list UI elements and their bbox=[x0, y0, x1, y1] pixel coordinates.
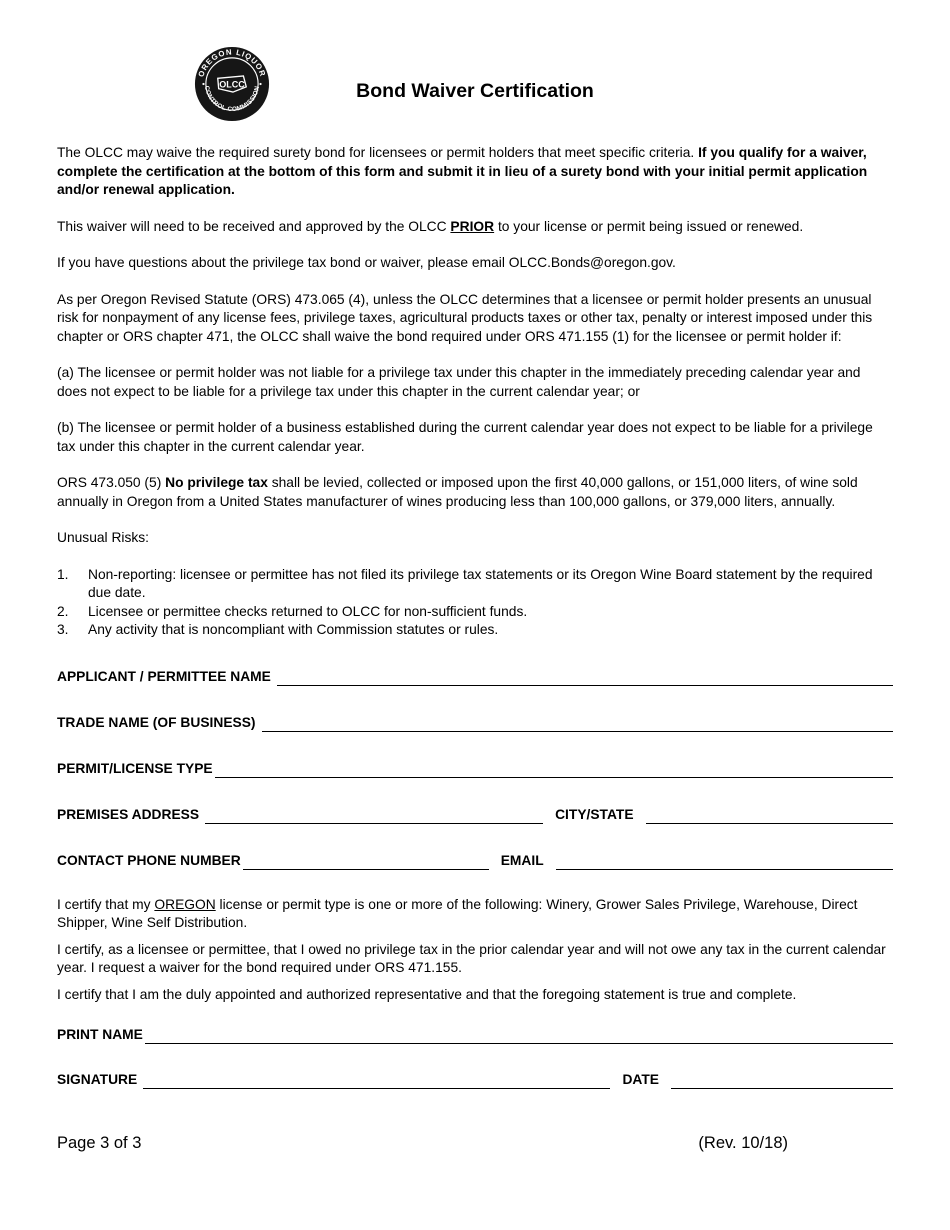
waiver-intro-text: The OLCC may waive the required surety bond for licensees or permit holders that meet specific criteria. bbox=[57, 145, 699, 160]
list-item-number: 3. bbox=[57, 622, 69, 637]
document-header bbox=[57, 46, 893, 126]
document-body bbox=[57, 144, 893, 640]
prior-keyword: PRIOR bbox=[450, 218, 495, 234]
permit-type-label: PERMIT/LICENSE TYPE bbox=[57, 760, 213, 776]
field-signature bbox=[57, 1070, 893, 1089]
field-trade-name bbox=[57, 713, 893, 732]
field-contact-phone bbox=[57, 851, 893, 870]
permit-type-input-line[interactable] bbox=[215, 761, 893, 778]
waiver-intro-bold-text: If you qualify for a waiver, complete the certification at the bottom of this form and submit it in lieu of a surety bond with your initial permit application and/or renewal application. bbox=[57, 145, 868, 197]
paragraph-no-privilege-tax bbox=[57, 474, 893, 511]
trade-name-label: TRADE NAME (OF BUSINESS) bbox=[57, 714, 256, 730]
no-privilege-tax-text-2: shall be levied, collected or imposed upon the first 40,000 gallons, or 151,000 liters, of wine sold annually in Oregon from a United States manufacturer of wines producing less than 100,000 gallons, or 379,000 liters, annually. bbox=[57, 475, 858, 509]
email-label: EMAIL bbox=[500, 852, 544, 868]
paragraph-statute-473: As per Oregon Revised Statute (ORS) 473.065 (4), unless the OLCC determines that a licensee or permit holder presents an unusual risk for nonpayment of any license fees, privilege taxes, agricultural products taxes or other tax, penalty or interest imposed under this chapter or ORS chapter 471, the OLCC shall waive the bond required under ORS 471.155 (1) for the licensee or permit holder if: bbox=[57, 291, 873, 344]
certification-statement-authorized: I certify that I am the duly appointed and authorized representative and that the foregoing statement is true and complete. bbox=[57, 986, 797, 1002]
page-footer bbox=[57, 1133, 893, 1153]
prior-approval-text-2: to your license or permit being issued or renewed. bbox=[494, 218, 804, 234]
applicant-name-input-line[interactable] bbox=[277, 669, 893, 686]
list-item bbox=[57, 621, 893, 640]
premises-address-input-line[interactable] bbox=[205, 807, 543, 824]
signature-section bbox=[57, 1025, 893, 1089]
list-item-number: 1. bbox=[57, 566, 69, 582]
field-print-name bbox=[57, 1025, 893, 1044]
unusual-risks-list bbox=[57, 566, 893, 640]
list-item-text: Any activity that is noncompliant with Commission statutes or rules. bbox=[88, 622, 499, 637]
no-privilege-tax-bold: No privilege tax bbox=[165, 475, 268, 490]
paragraph-questions-email: If you have questions about the privilege tax bond or waiver, please email OLCC.Bonds@oregon.gov. bbox=[57, 255, 676, 270]
signature-label: SIGNATURE bbox=[57, 1072, 138, 1087]
signature-input-line[interactable] bbox=[143, 1072, 610, 1089]
list-item-text: Non-reporting: licensee or permittee has not filed its privilege tax statements or its Oregon Wine Board statement by the required due date. bbox=[88, 566, 873, 600]
field-permit-type bbox=[57, 759, 893, 778]
print-name-label: PRINT NAME bbox=[57, 1027, 143, 1042]
list-item-text: Licensee or permittee checks returned to OLCC for non-sufficient funds. bbox=[88, 603, 528, 619]
field-applicant-name bbox=[57, 667, 893, 686]
certification-section bbox=[57, 896, 893, 1005]
page-title: Bond Waiver Certification bbox=[356, 80, 594, 102]
contact-phone-label: CONTACT PHONE NUMBER bbox=[57, 852, 241, 868]
list-item bbox=[57, 603, 893, 622]
no-privilege-tax-text-1: ORS 473.050 (5) bbox=[57, 475, 166, 490]
list-item-number: 2. bbox=[57, 603, 69, 619]
city-state-label: CITY/STATE bbox=[555, 806, 634, 822]
page-number: Page 3 of 3 bbox=[57, 1134, 142, 1152]
field-premises-address bbox=[57, 805, 893, 824]
email-input-line[interactable] bbox=[556, 853, 893, 870]
revision-label: (Rev. 10/18) bbox=[698, 1134, 788, 1152]
seal-bottom-text: CONTROL COMMISSION bbox=[202, 85, 262, 114]
list-item bbox=[57, 566, 893, 603]
seal-center-text: OLCC bbox=[219, 79, 245, 90]
applicant-form bbox=[57, 667, 893, 870]
contact-phone-input-line[interactable] bbox=[243, 853, 489, 870]
certification-statement-no-tax: I certify, as a licensee or permittee, that I owed no privilege tax in the prior calendar year and will not owe any tax in the current calendar year. I request a waiver for the bond required under ORS 471.155. bbox=[57, 941, 886, 975]
paragraph-condition-b: (b) The licensee or permit holder of a business established during the current calendar year does not expect to be liable for a privilege tax under this chapter in the current calendar year. bbox=[57, 420, 873, 454]
cert-license-text-1: I certify that my bbox=[57, 896, 155, 912]
certification-statement-license-type bbox=[57, 896, 893, 933]
premises-address-label: PREMISES ADDRESS bbox=[57, 806, 200, 822]
cert-license-text-2: license or permit type is one or more of the following: Winery, Grower Sales Privilege, Warehouse, Direct Shipper, Wine Self Distribution. bbox=[57, 896, 858, 930]
paragraph-waiver-intro bbox=[57, 144, 893, 200]
paragraph-prior-approval bbox=[57, 218, 893, 237]
print-name-input-line[interactable] bbox=[145, 1027, 893, 1044]
prior-approval-text-1: This waiver will need to be received and approved by the OLCC bbox=[57, 218, 451, 234]
unusual-risks-heading: Unusual Risks: bbox=[57, 530, 150, 545]
seal-top-text: OREGON LIQUOR bbox=[196, 47, 268, 79]
oregon-keyword: OREGON bbox=[154, 896, 216, 912]
trade-name-input-line[interactable] bbox=[262, 715, 893, 732]
paragraph-condition-a: (a) The licensee or permit holder was not liable for a privilege tax under this chapter in the immediately preceding calendar year and does not expect to be liable for a privilege tax under this chapter in the current calendar year; or bbox=[57, 365, 861, 399]
city-state-input-line[interactable] bbox=[646, 807, 893, 824]
date-label: DATE bbox=[622, 1072, 659, 1087]
applicant-name-label: APPLICANT / PERMITTEE NAME bbox=[57, 668, 271, 684]
date-input-line[interactable] bbox=[671, 1072, 893, 1089]
